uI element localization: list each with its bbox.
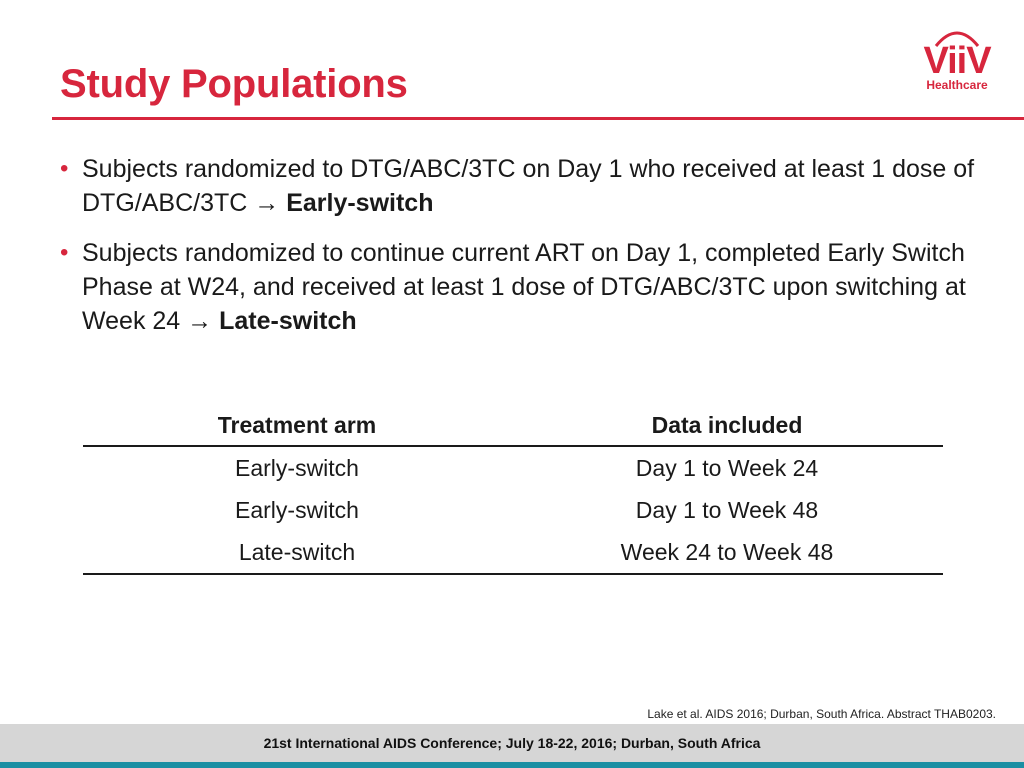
table-cell: Late-switch xyxy=(238,538,356,565)
footer-text: 21st International AIDS Conference; July 18-22, 2016; Durban, South Africa xyxy=(263,735,761,751)
logo-wordmark: ViiV xyxy=(923,40,991,82)
slide-title: Study Populations xyxy=(60,62,408,106)
bullet-item xyxy=(60,152,990,220)
bullet-text: Subjects randomized to DTG/ABC/3TC on Day 1 who received at least 1 dose of DTG/ABC/3TC → xyxy=(82,155,975,217)
table-cell: Early-switch xyxy=(235,454,359,481)
footer-accent-stripe xyxy=(0,762,1024,768)
bullet-icon: • xyxy=(60,155,69,182)
table-cell: Day 1 to Week 24 xyxy=(635,454,819,481)
bullet-list xyxy=(60,152,990,354)
table-cell: Week 24 to Week 48 xyxy=(620,538,834,565)
table-row xyxy=(83,489,943,531)
table-cell: Early-switch xyxy=(235,496,359,523)
bullet-text: Subjects randomized to continue current ART on Day 1, completed Early Switch Phase at W24, and received at least 1 dose of DTG/ABC/3TC upon switching at Week 24 → xyxy=(82,239,966,335)
column-header-data-included: Data included xyxy=(651,411,803,438)
table-row xyxy=(83,446,943,489)
citation: Lake et al. AIDS 2016; Durban, South Africa. Abstract THAB0203. xyxy=(647,707,996,721)
logo-subtitle: Healthcare xyxy=(926,78,988,92)
table-header-row xyxy=(83,405,943,446)
bullet-item xyxy=(60,236,990,338)
bullet-icon: • xyxy=(60,239,69,266)
bullet-bold-term: Early-switch xyxy=(286,189,434,217)
treatment-arms-table xyxy=(83,405,943,575)
bullet-bold-term: Late-switch xyxy=(219,307,357,335)
title-divider xyxy=(52,117,1024,120)
table-cell: Day 1 to Week 48 xyxy=(635,496,819,523)
column-header-treatment-arm: Treatment arm xyxy=(217,411,377,438)
table-row xyxy=(83,531,943,574)
viiv-logo xyxy=(914,26,1000,96)
